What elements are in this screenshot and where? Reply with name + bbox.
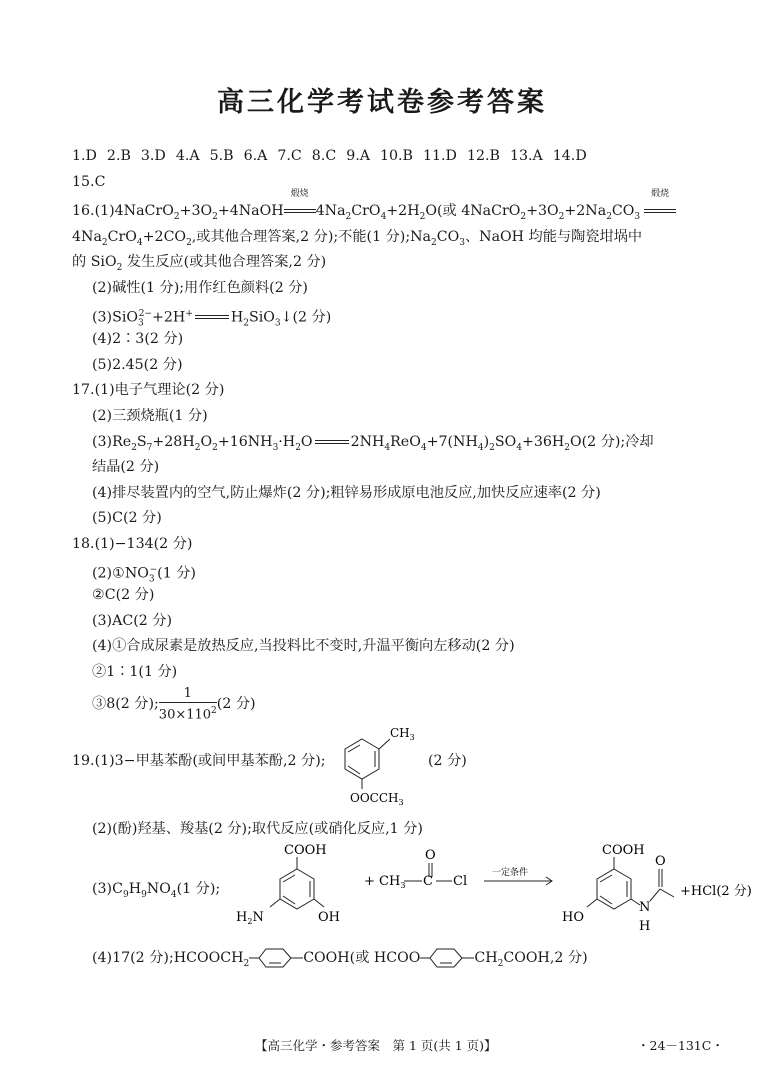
mc-answer: 11.D <box>422 148 457 164</box>
q18-part3: (3)AC(2 分) <box>92 612 172 629</box>
reaction-condition: 一定条件 <box>492 868 529 879</box>
benzene-ring-icon-2 <box>420 946 474 970</box>
methyl-label: $CH_3$ <box>390 726 415 743</box>
q16-part5: (5)2.45(2 分) <box>92 356 183 373</box>
q19-part2: (2)(酚)羟基、羧基(2 分);取代反应(或硝化反应,1 分) <box>92 821 423 838</box>
q16-part4: (4)2∶3(2 分) <box>92 331 184 348</box>
q17-part3: $(3)Re_2S_7+28H_2O_2+16NH_3\cdot H_2O$ $2NH_4ReO_4+7(NH_4)_2SO_4+36H_2O(2$ 分);冷却 <box>92 433 654 453</box>
product-hydroxyl: HO <box>562 910 584 926</box>
q18-part1: 18.(1)−134(2 分) <box>72 535 193 552</box>
q17-part2: (2)三颈烧瓶(1 分) <box>92 407 208 424</box>
equilibrium-fraction: $\frac{1}{30\times 110^2}$ <box>158 685 217 723</box>
q17-part3-cont: 结晶(2 分) <box>92 459 160 476</box>
q17-part4: (4)排尽装置内的空气,防止爆炸(2 分);粗锌易形成原电池反应,加快反应速率(2 分) <box>92 484 601 501</box>
product-hcl: +HCl(2 分) <box>680 884 752 900</box>
q18-part2b: ②C(2 分) <box>92 587 155 604</box>
mc-answers-row2: 15.C <box>72 173 106 190</box>
q19-part1: 19.(1)3−甲基苯酚(或间甲基苯酚,2 分); $CH_3$ $OOCCH_3$ (2 分) <box>72 727 700 817</box>
q18-part4b: ②1∶1(1 分) <box>92 663 178 680</box>
q17-part1: 17.(1)电子气理论(2 分) <box>72 382 225 399</box>
q18-part4: (4)①合成尿素是放热反应,当投料比不变时,升温平衡向左移动(2 分) <box>92 638 515 655</box>
mc-answer: 14.D <box>552 148 587 164</box>
mc-answer: 6.A <box>243 148 268 164</box>
answer-content <box>72 144 752 973</box>
product-nitrogen: N <box>639 900 651 916</box>
q16-line2: $4Na_2CrO_4+2CO_2$,或其他合理答案,2 分);不能(1 分)$;Na_2CO_3$、NaOH 均能与陶瓷坩埚中 <box>72 228 643 248</box>
reagent-oxygen: O <box>425 848 436 864</box>
mc-answer: 1.D <box>72 148 97 164</box>
acetoxy-label: $OOCCH_3$ <box>350 791 404 808</box>
q16-line1: $16.(1)4NaCrO_2+3O_2+4NaOH$ 煅烧 $4Na_2CrO_4+2H_2O$(或 $4NaCrO_2+3O_2+2Na_2CO_3$ 煅烧 <box>72 199 700 225</box>
q16-part3: (3)SiO$_3^{2-}$+2H+ $H_2SiO_3↓(2$ 分) <box>92 308 332 329</box>
mc-answer: 8.C <box>311 148 337 164</box>
footer-code: ・24－131C・ <box>637 1038 724 1053</box>
product-oxygen: O <box>655 854 666 870</box>
mc-answer: 3.D <box>140 148 166 164</box>
q18-part4c: ③8(2 分); $\frac{1}{30\times 110^2}$ (2 分) <box>92 685 256 723</box>
page-title: 高三化学考试卷参考答案 <box>217 87 547 118</box>
reactant-amino: $H_2N$ <box>236 910 264 927</box>
mc-answers-row1 <box>72 144 700 170</box>
footer-page-info: 【高三化学・参考答案 第 1 页(共 1 页)】 <box>255 1038 497 1053</box>
calcination-arrow-2: 煅烧 <box>644 199 676 225</box>
q16-line3: 的 SiO$_2$ 发生反应(或其他合理答案,2 分) <box>72 254 327 274</box>
q19-part3: $(3)C_9H_9NO_4(1$ 分); COOH $H_2N$ OH + $CH_3$ O C Cl 一定条件 COOH HO N H O +HCl(2 分) <box>72 843 700 943</box>
mc-answer: 12.B <box>466 148 500 164</box>
calcination-arrow: 煅烧 <box>284 199 316 225</box>
product-hydrogen: H <box>639 919 651 935</box>
mc-answer: 5.B <box>209 148 234 164</box>
mc-answer: 13.A <box>509 148 543 164</box>
product-carboxyl: COOH <box>602 843 645 859</box>
mc-answer: 7.C <box>277 148 302 164</box>
benzene-ring-icon <box>249 946 303 970</box>
reaction-scheme <box>222 839 764 939</box>
mc-answer: 9.A <box>346 148 370 164</box>
reagent-chlorine: Cl <box>453 874 468 890</box>
structure-3-methylphenyl-acetate <box>332 719 422 809</box>
mc-answer: 4.A <box>175 148 200 164</box>
reagent-acetyl: + $CH_3$ <box>364 874 406 891</box>
q19-part4: (4)17(2 分)$;HCOOCH_2$ COOH(或 HCOO $CH_2COOH,2$ 分) <box>72 943 700 973</box>
reactant-carboxyl: COOH <box>284 843 327 859</box>
q18-part2: $(2)①NO_3^-(1$ 分) <box>92 564 196 585</box>
q16-part2: (2)碱性(1 分);用作红色颜料(2 分) <box>92 279 308 296</box>
reactant-hydroxyl: OH <box>318 910 340 926</box>
mc-answer: 10.B <box>379 148 413 164</box>
q17-part5: (5)C(2 分) <box>92 510 162 527</box>
mc-answer: 2.B <box>106 148 131 164</box>
reagent-carbon: C <box>423 874 433 890</box>
